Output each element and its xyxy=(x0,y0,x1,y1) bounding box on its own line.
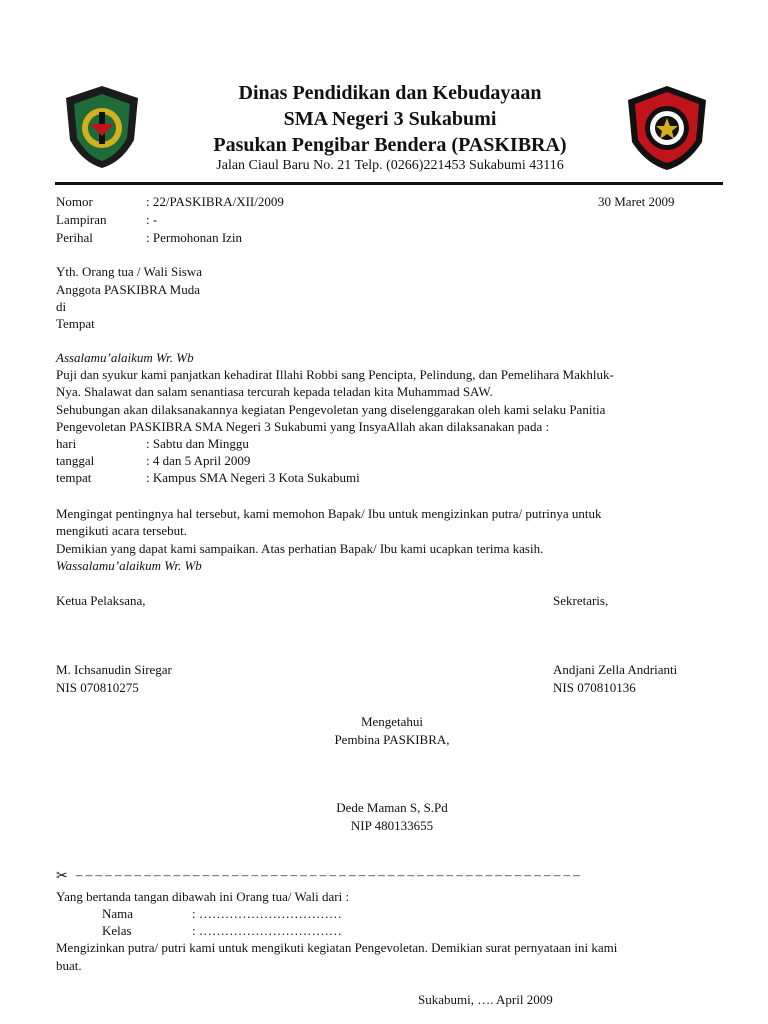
chairman-nis: NIS 070810275 xyxy=(56,680,139,695)
recipient-line: di xyxy=(56,299,67,314)
nama-field: : …………………………… xyxy=(192,906,342,921)
scissors-icon: ✂ xyxy=(56,869,68,884)
body-paragraph: Nya. Shalawat dan salam senantiasa tercurah kepada teladan kita Muhammad SAW. xyxy=(56,384,493,399)
slip-intro: Yang bertanda tangan dibawah ini Orang tua/ Wali dari : xyxy=(56,889,350,904)
header-department: Dinas Pendidikan dan Kebudayaan xyxy=(238,82,542,104)
body-paragraph: mengikuti acara tersebut. xyxy=(56,523,188,538)
advisor-nip: NIP 480133655 xyxy=(350,818,434,833)
secretary-nis: NIS 070810136 xyxy=(553,680,636,695)
kelas-field: : …………………………… xyxy=(192,923,342,938)
greeting: Assalamu’alaikum Wr. Wb xyxy=(56,350,194,365)
lampiran-value: : - xyxy=(146,212,158,227)
closing-greeting: Wassalamu’alaikum Wr. Wb xyxy=(56,558,202,573)
perihal-value: : Permohonan Izin xyxy=(146,230,243,245)
nama-label: Nama xyxy=(102,906,134,921)
tempat-label: tempat xyxy=(56,470,92,485)
right-paskibra-logo xyxy=(624,84,710,172)
left-school-logo xyxy=(62,84,142,170)
slip-paragraph: Mengizinkan putra/ putri kami untuk mengikuti kegiatan Pengevoletan. Demikian surat pernyataan ini kami xyxy=(56,940,618,955)
nomor-value: : 22/PASKIBRA/XII/2009 xyxy=(146,194,284,209)
header-organization: Pasukan Pengibar Bendera (PASKIBRA) xyxy=(213,134,567,156)
header-address: Jalan Ciaul Baru No. 21 Telp. (0266)221453 Sukabumi 43116 xyxy=(216,158,564,173)
perihal-label: Perihal xyxy=(56,230,93,245)
tanggal-label: tanggal xyxy=(56,453,95,468)
body-paragraph: Mengingat pentingnya hal tersebut, kami memohon Bapak/ Ibu untuk mengizinkan putra/ putrinya untuk xyxy=(56,506,602,521)
recipient-line: Yth. Orang tua / Wali Siswa xyxy=(56,264,203,279)
slip-paragraph: buat. xyxy=(56,958,82,973)
cut-line: – – – – – – – – – – – – – – – – – – – – – – – – – – – – – – – – – – – – – – – – – – – – – – – – – – – – xyxy=(76,867,580,882)
secretary-name: Andjani Zella Andrianti xyxy=(553,662,678,677)
slip-place-date: Sukabumi, …. April 2009 xyxy=(418,992,553,1007)
advisor-name: Dede Maman S, S.Pd xyxy=(336,800,448,815)
lampiran-label: Lampiran xyxy=(56,212,107,227)
hari-label: hari xyxy=(56,436,77,451)
body-paragraph: Sehubungan akan dilaksanakannya kegiatan Pengevoletan yang diselenggarakan oleh kami selaku Panitia xyxy=(56,402,606,417)
recipient-line: Anggota PASKIBRA Muda xyxy=(56,282,200,297)
tanggal-value: : 4 dan 5 April 2009 xyxy=(146,453,251,468)
body-paragraph: Pengevoletan PASKIBRA SMA Negeri 3 Sukabumi yang InsyaAllah akan dilaksanakan pada : xyxy=(56,419,550,434)
chairman-name: M. Ichsanudin Siregar xyxy=(56,662,172,677)
hari-value: : Sabtu dan Minggu xyxy=(146,436,249,451)
header-divider xyxy=(55,182,723,185)
body-paragraph: Puji dan syukur kami panjatkan kehadirat Illahi Robbi sang Pencipta, Pelindung, dan Pemelihara Makhluk- xyxy=(56,367,614,382)
acknowledged-label: Mengetahui xyxy=(360,714,424,729)
nomor-label: Nomor xyxy=(56,194,93,209)
advisor-title: Pembina PASKIBRA, xyxy=(334,732,450,747)
header-school: SMA Negeri 3 Sukabumi xyxy=(283,108,497,130)
recipient-line: Tempat xyxy=(56,316,95,331)
kelas-label: Kelas xyxy=(102,923,132,938)
tempat-value: : Kampus SMA Negeri 3 Kota Sukabumi xyxy=(146,470,360,485)
chairman-title: Ketua Pelaksana, xyxy=(56,593,146,608)
secretary-title: Sekretaris, xyxy=(553,593,609,608)
body-paragraph: Demikian yang dapat kami sampaikan. Atas perhatian Bapak/ Ibu kami ucapkan terima kasih. xyxy=(56,541,544,556)
letter-date: 30 Maret 2009 xyxy=(598,194,675,209)
